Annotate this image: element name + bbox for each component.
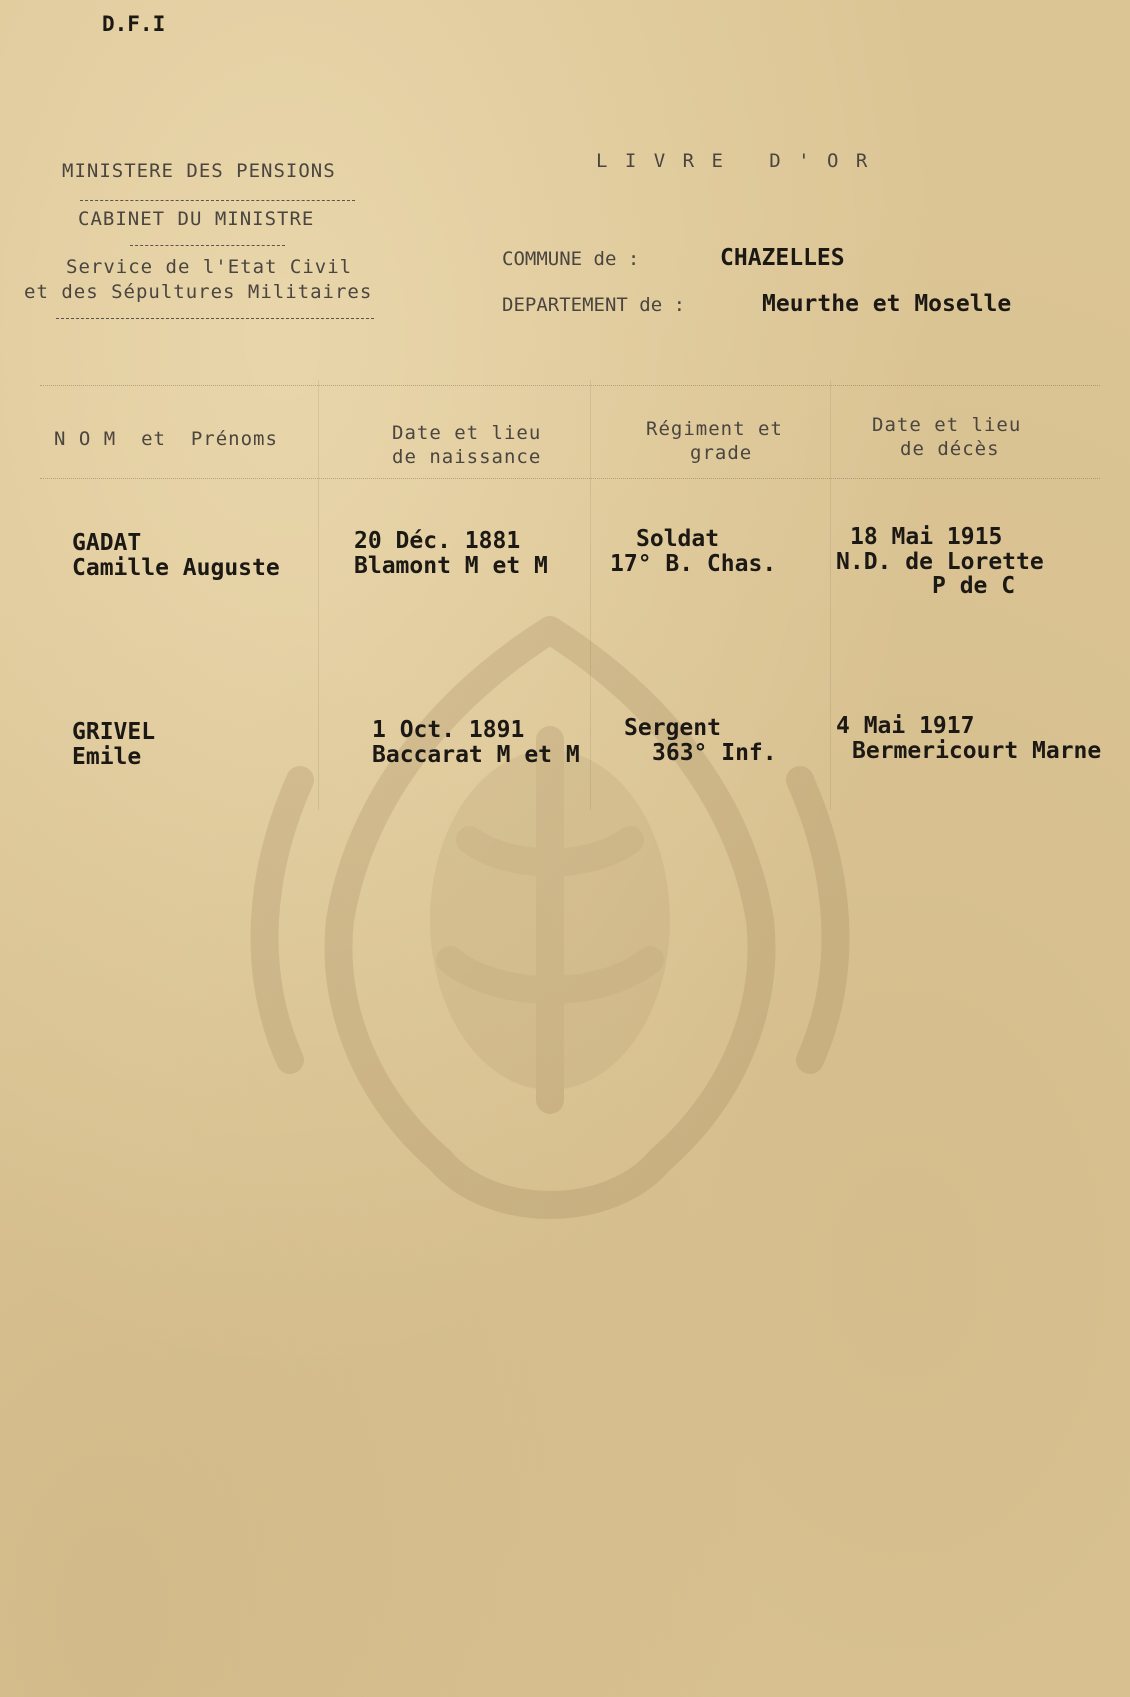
document-reference: D.F.I bbox=[102, 12, 166, 36]
column-header-death: Date et lieu bbox=[872, 414, 1022, 436]
entry-death-date: 4 Mai 1917 bbox=[836, 713, 975, 739]
dashed-rule bbox=[80, 200, 355, 201]
entry-death-place: N.D. de Lorette bbox=[836, 549, 1044, 575]
entry-grade: Soldat bbox=[636, 526, 720, 552]
entry-birth-place: Baccarat M et M bbox=[372, 742, 580, 768]
document-title: L I V R E D ' O R bbox=[596, 150, 871, 172]
entry-given-names: Emile bbox=[72, 744, 142, 770]
column-header-death-2: de décès bbox=[900, 438, 1000, 460]
entry-death-place-2: P de C bbox=[932, 573, 1016, 599]
entry-surname: GADAT bbox=[72, 530, 142, 556]
entry-regiment: 363° Inf. bbox=[652, 740, 777, 766]
dashed-rule bbox=[130, 245, 285, 246]
entry-grade: Sergent bbox=[624, 715, 721, 741]
entry-birth-date: 1 Oct. 1891 bbox=[372, 717, 525, 743]
header-rule bbox=[40, 478, 1100, 479]
column-header-regiment-2: grade bbox=[690, 442, 753, 464]
ministry-name: MINISTERE DES PENSIONS bbox=[62, 160, 336, 182]
departement-label: DEPARTEMENT de : bbox=[502, 294, 686, 316]
entry-given-names: Camille Auguste bbox=[72, 555, 280, 581]
entry-death-date: 18 Mai 1915 bbox=[850, 524, 1003, 550]
ministry-cabinet: CABINET DU MINISTRE bbox=[78, 208, 315, 230]
column-header-regiment: Régiment et bbox=[646, 418, 783, 440]
ministry-service-2: et des Sépultures Militaires bbox=[24, 281, 373, 303]
entry-birth-place: Blamont M et M bbox=[354, 553, 548, 579]
entry-surname: GRIVEL bbox=[72, 719, 156, 745]
entry-birth-date: 20 Déc. 1881 bbox=[354, 528, 521, 554]
dashed-rule bbox=[56, 318, 374, 319]
entry-regiment: 17° B. Chas. bbox=[610, 551, 777, 577]
column-separator bbox=[318, 380, 319, 810]
watermark-emblem-icon bbox=[140, 540, 960, 1320]
commune-value: CHAZELLES bbox=[720, 245, 845, 271]
ministry-service: Service de l'Etat Civil bbox=[66, 256, 353, 278]
column-separator bbox=[830, 380, 831, 810]
column-header-name: N O M et Prénoms bbox=[54, 428, 278, 450]
column-separator bbox=[590, 380, 591, 810]
header-rule bbox=[40, 385, 1100, 386]
column-header-birth: Date et lieu bbox=[392, 422, 542, 444]
column-header-birth-2: de naissance bbox=[392, 446, 542, 468]
entry-death-place: Bermericourt Marne bbox=[852, 738, 1102, 764]
departement-value: Meurthe et Moselle bbox=[762, 291, 1012, 317]
commune-label: COMMUNE de : bbox=[502, 248, 640, 270]
